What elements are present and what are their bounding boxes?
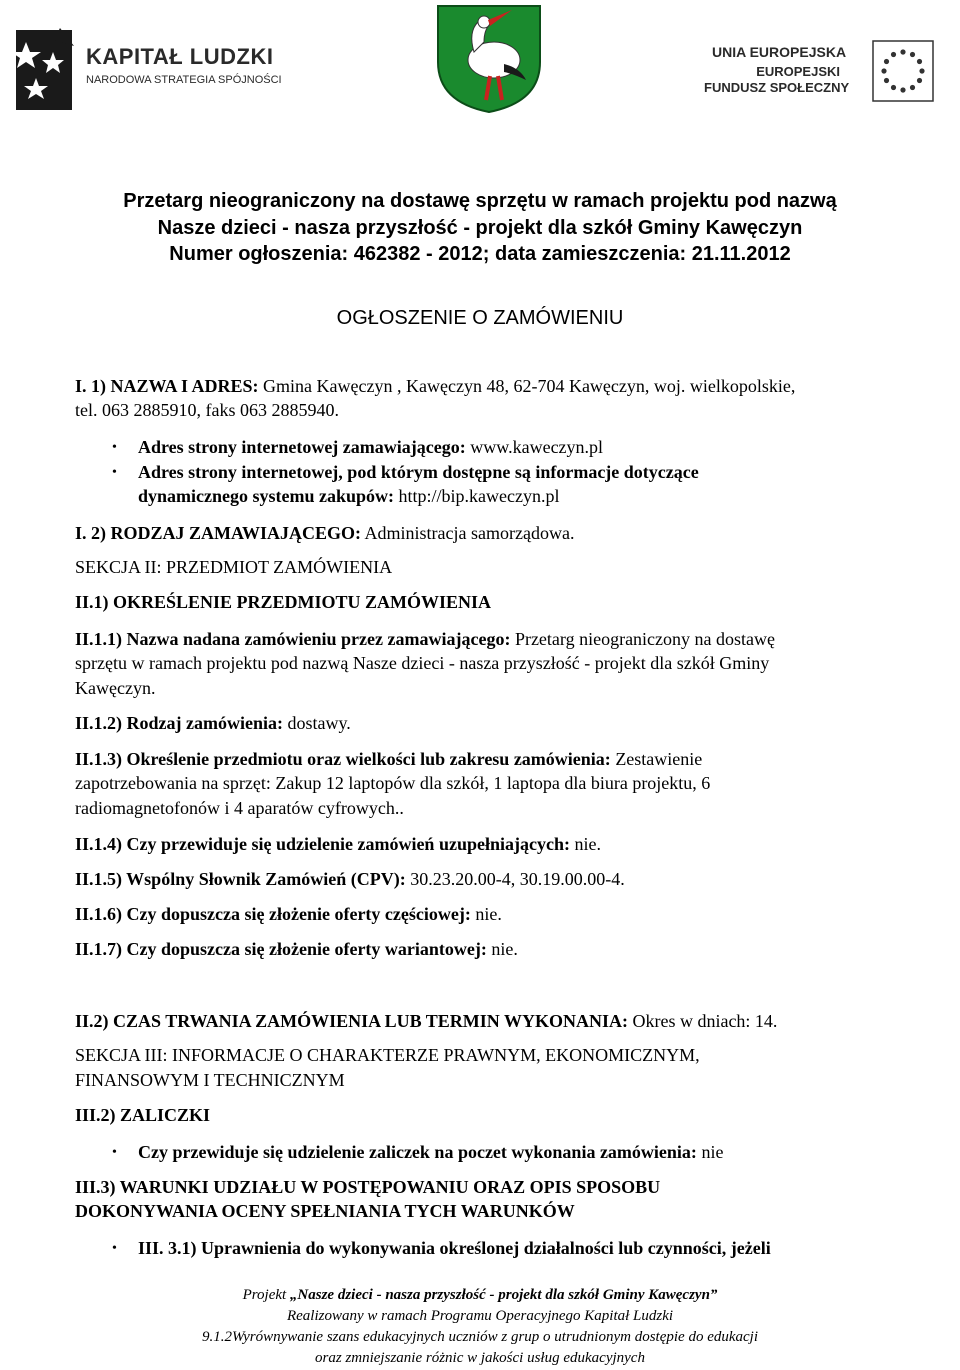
bullet2-line1: Adres strony internetowej, pod którym dostępne są informacje dotyczące <box>138 462 699 482</box>
duration-label: II.2) CZAS TRWANIA ZAMÓWIENIA LUB TERMIN WYKONANIA: <box>75 1011 628 1031</box>
item-ii11-value: Przetarg nieograniczony na dostawę <box>510 629 776 649</box>
bullet-dot: • <box>112 440 117 455</box>
item-ii13-line3: radiomagnetofonów i 4 aparatów cyfrowych.. <box>75 798 404 818</box>
item-ii17-line <box>75 939 518 960</box>
bullet1-line <box>138 437 603 458</box>
item-ii17-label: II.1.7) Czy dopuszcza się złożenie oferty wariantowej: <box>75 939 487 959</box>
item-ii16-label: II.1.6) Czy dopuszcza się złożenie oferty częściowej: <box>75 904 471 924</box>
item-ii11-label: II.1.1) Nazwa nadana zamówieniu przez zamawiającego: <box>75 629 511 649</box>
item-ii11-line2: sprzętu w ramach projektu pod nazwą Nasze dzieci - nasza przyszłość - projekt dla szkół Gminy <box>75 653 770 673</box>
kapital-ludzki-stars-icon <box>8 22 80 117</box>
item-ii14-label: II.1.4) Czy przewiduje się udzielenie zamówień uzupełniających: <box>75 834 570 854</box>
section3-heading-line2: FINANSOWYM I TECHNICZNYM <box>75 1070 345 1090</box>
contracting-type-label: I. 2) RODZAJ ZAMAWIAJĄCEGO: <box>75 523 362 543</box>
item-ii14-value: nie. <box>569 834 601 854</box>
advance-line <box>138 1142 723 1163</box>
name-address-label: I. 1) NAZWA I ADRES: <box>75 376 259 396</box>
conditions-item: III. 3.1) Uprawnienia do wykonywania określonej działalności lub czynności, jeżeli <box>138 1238 771 1258</box>
bullet2-line2 <box>138 486 559 507</box>
footer-line4: oraz zmniejszanie różnic w jakości usług edukacyjnych <box>315 1350 645 1366</box>
conditions-heading-line2: DOKONYWANIA OCENY SPEŁNIANIA TYCH WARUNKÓW <box>75 1201 575 1221</box>
item-ii15-line <box>75 869 625 890</box>
name-address-value: Gmina Kawęczyn , Kawęczyn 48, 62-704 Kawęczyn, woj. wielkopolskie, <box>258 376 796 396</box>
footer-line3: 9.1.2Wyrównywanie szans edukacyjnych uczniów z grup o utrudnionym dostępie do edukacji <box>201 1329 759 1345</box>
advance-label: Czy przewiduje się udzielenie zaliczek na poczet wykonania zamówienia: <box>138 1142 697 1162</box>
footer-line2: Realizowany w ramach Programu Operacyjnego Kapitał Ludzki <box>286 1308 674 1324</box>
contracting-type-value: Administracja samorządowa. <box>361 523 575 543</box>
gmina-crest-logo <box>434 2 544 114</box>
bullet2-value: http://bip.kaweczyn.pl <box>394 486 560 506</box>
item-ii14-line <box>75 834 601 855</box>
bullet-dot: • <box>112 465 117 480</box>
item-ii17-value: nie. <box>486 939 518 959</box>
item-ii11-line3: Kawęczyn. <box>75 678 156 698</box>
bullet-dot: • <box>112 1145 117 1160</box>
bullet1-label: Adres strony internetowej zamawiającego: <box>138 437 466 457</box>
kapital-ludzki-title: KAPITAŁ LUDZKI <box>86 44 274 69</box>
duration-line <box>75 1011 777 1032</box>
item-ii12-label: II.1.2) Rodzaj zamówienia: <box>75 713 283 733</box>
item-ii15-value: 30.23.20.00-4, 30.19.00.00-4. <box>405 869 625 889</box>
item-ii13-value: Zestawienie <box>610 749 703 769</box>
bullet1-value: www.kaweczyn.pl <box>465 437 604 457</box>
conditions-heading-line1: III.3) WARUNKI UDZIAŁU W POSTĘPOWANIU ORAZ OPIS SPOSOBU <box>75 1177 661 1197</box>
duration-value: Okres w dniach: 14. <box>627 1011 778 1031</box>
item-ii12-value: dostawy. <box>282 713 351 733</box>
item-ii13-line2: zapotrzebowania na sprzęt: Zakup 12 laptopów dla szkół, 1 laptopa dla biura projektu, 6 <box>75 773 711 793</box>
eu-logo <box>700 40 935 100</box>
eu-stars-flag-icon <box>872 40 934 102</box>
kapital-ludzki-logo <box>8 22 282 117</box>
title-line3: Numer ogłoszenia: 462382 - 2012; data zamieszczenia: 21.11.2012 <box>169 243 791 265</box>
item-ii11-line1 <box>75 629 775 650</box>
advance-heading: III.2) ZALICZKI <box>75 1105 211 1125</box>
footer-project-prefix: Projekt <box>242 1287 290 1303</box>
title-line2: Nasze dzieci - nasza przyszłość - projekt dla szkół Gminy Kawęczyn <box>157 217 803 239</box>
name-address-line2: tel. 063 2885910, faks 063 2885940. <box>75 400 339 420</box>
item-ii16-line <box>75 904 502 925</box>
advance-value: nie <box>696 1142 724 1162</box>
item-ii13-label: II.1.3) Określenie przedmiotu oraz wielkości lub zakresu zamówienia: <box>75 749 611 769</box>
notice-heading: OGŁOSZENIE O ZAMÓWIENIU <box>336 307 624 329</box>
name-address-line1 <box>75 376 795 397</box>
bullet-dot: • <box>112 1241 117 1256</box>
item-ii16-value: nie. <box>470 904 502 924</box>
eu-line2: EUROPEJSKI <box>756 64 840 79</box>
section3-heading-line1: SEKCJA III: INFORMACJE O CHARAKTERZE PRAWNYM, EKONOMICZNYM, <box>75 1045 700 1065</box>
title-line1: Przetarg nieograniczony na dostawę sprzętu w ramach projektu pod nazwą <box>123 190 837 212</box>
item-ii15-label: II.1.5) Wspólny Słownik Zamówień (CPV): <box>75 869 406 889</box>
eu-line1: UNIA EUROPEJSKA <box>712 44 847 60</box>
item-ii12-line <box>75 713 351 734</box>
item-ii13-line1 <box>75 749 702 770</box>
footer-line1 <box>0 1287 960 1304</box>
stork-crest-icon <box>434 2 544 114</box>
footer-project-name: „Nasze dzieci - nasza przyszłość - projekt dla szkół Gminy Kawęczyn” <box>289 1287 718 1303</box>
kapital-ludzki-subtitle: NARODOWA STRATEGIA SPÓJNOŚCI <box>86 74 282 86</box>
bullet2-label: dynamicznego systemu zakupów: <box>138 486 395 506</box>
contracting-type-line <box>75 523 574 544</box>
section2-heading: SEKCJA II: PRZEDMIOT ZAMÓWIENIA <box>75 557 393 577</box>
eu-line3: FUNDUSZ SPOŁECZNY <box>704 80 850 95</box>
section2-subheading: II.1) OKREŚLENIE PRZEDMIOTU ZAMÓWIENIA <box>75 592 492 612</box>
